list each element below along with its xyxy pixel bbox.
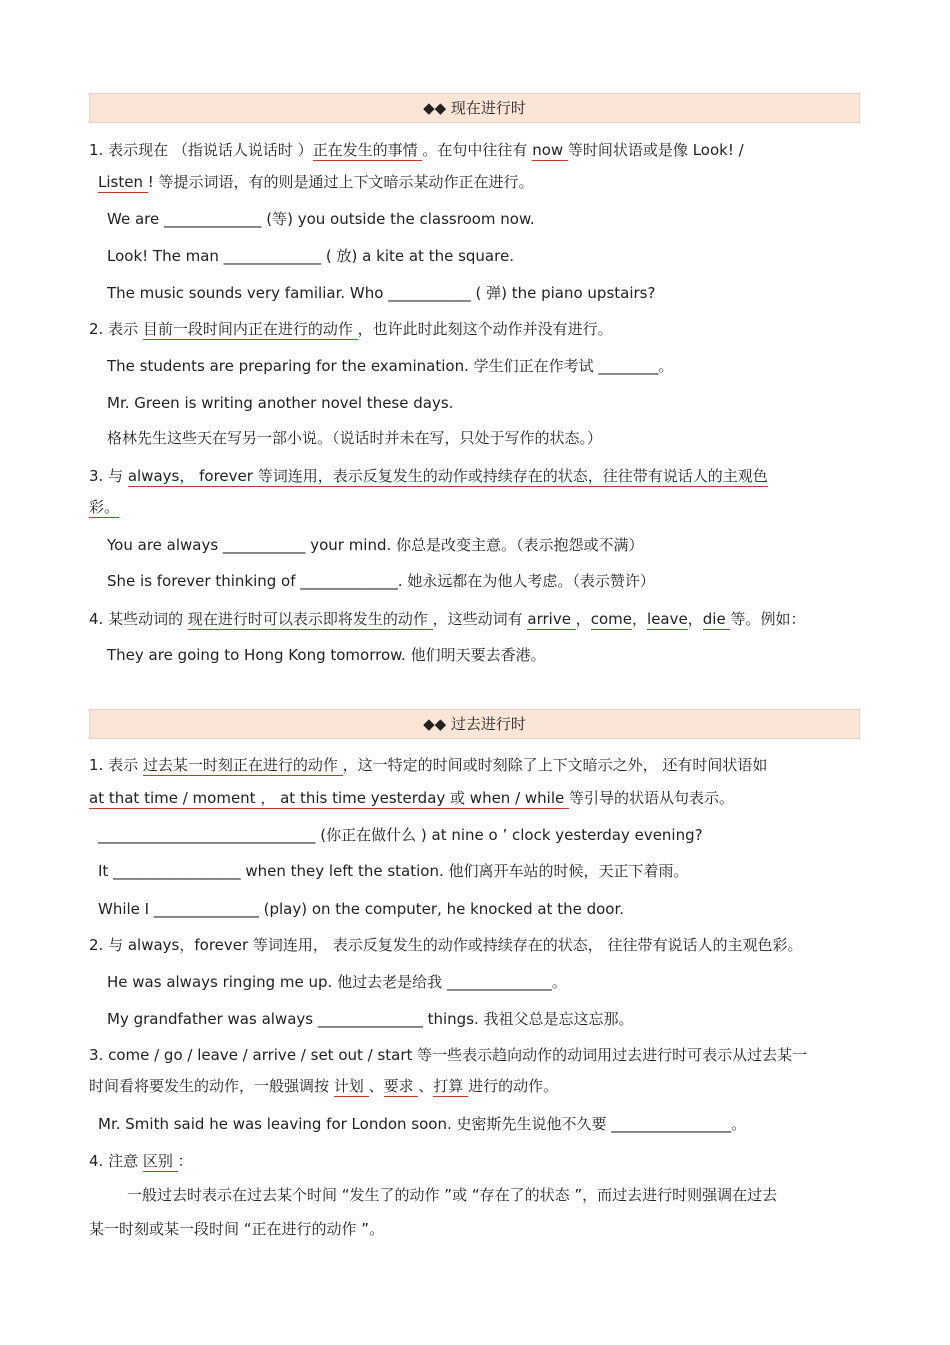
example: Mr. Smith said he was leaving for London soon. 史密斯先生说他不久要 ________________。 xyxy=(98,1115,747,1133)
underlined-answer: arrive xyxy=(527,610,576,628)
rule-4 xyxy=(89,609,805,629)
underlined-answer: at that time / moment ， at this time yesterday 或 when / while xyxy=(89,789,570,807)
underlined-answer: 打算 xyxy=(433,1077,469,1095)
rule-3-line-2 xyxy=(89,497,119,517)
example: The students are preparing for the examination. 学生们正在作考试 ________。 xyxy=(107,357,674,375)
text: ， xyxy=(687,610,703,628)
section-header-past-continuous xyxy=(89,709,860,739)
rule-1-line-2 xyxy=(98,172,534,192)
example: He was always ringing me up. 他过去老是给我 ______________。 xyxy=(107,973,567,991)
text: ，这一特定的时间或时刻除了上下文暗示之外， 还有时间状语如 xyxy=(342,756,768,774)
example: _____________________________ (你正在做什么 ) at nine o ’ clock yesterday evening? xyxy=(98,826,703,844)
text: ， xyxy=(632,610,648,628)
rule-3-line-1 xyxy=(89,466,768,486)
text: 4. 注意 xyxy=(89,1152,143,1170)
underlined-answer: 计划 xyxy=(333,1077,369,1095)
section-header-present-continuous xyxy=(89,93,860,123)
example: Mr. Green is writing another novel these days. xyxy=(107,394,454,412)
example: The music sounds very familiar. Who ___________ ( 弹) the piano upstairs? xyxy=(107,284,656,302)
text: 、 xyxy=(368,1077,384,1095)
example: Look! The man _____________ ( 放) a kite at the square. xyxy=(107,247,514,265)
underlined-answer: leave xyxy=(647,610,688,628)
text: 1. 表示 xyxy=(89,756,143,774)
note-line-1: 一般过去时表示在过去某个时间 “发生了的动作 ”或 “存在了的状态 ”，而过去进行时则强调在过去 xyxy=(127,1186,778,1204)
underlined-answer: 目前一段时间内正在进行的动作 xyxy=(142,320,358,338)
underlined-answer: 要求 xyxy=(383,1077,419,1095)
rule-3-line-1: 3. come / go / leave / arrive / set out / start 等一些表示趋向动作的动词用过去进行时可表示从过去某一 xyxy=(89,1046,808,1064)
text: 4. 某些动词的 xyxy=(89,610,188,628)
note-line-2: 某一时刻或某一段时间 “正在进行的动作 ”。 xyxy=(89,1220,385,1238)
underlined-answer: always， forever 等词连用，表示反复发生的动作或持续存在的状态，往往带有说话人的主观色 xyxy=(127,467,768,485)
example: It _________________ when they left the station. 他们离开车站的时候，天正下着雨。 xyxy=(98,862,689,880)
example: My grandfather was always ______________ things. 我祖父总是忘这忘那。 xyxy=(107,1010,634,1028)
text: 等时间状语或是像 Look! / xyxy=(567,141,744,159)
example: She is forever thinking of _____________. 她永远都在为他人考虑。（表示赞许） xyxy=(107,572,655,590)
underlined-answer: 正在发生的事情 xyxy=(312,141,423,159)
underlined-answer: 彩。 xyxy=(89,498,120,516)
text: 进行的动作。 xyxy=(468,1077,559,1095)
example: They are going to Hong Kong tomorrow. 他们明天要去香港。 xyxy=(107,646,546,664)
example: You are always ___________ your mind. 你总是改变主意。（表示抱怨或不满） xyxy=(107,536,644,554)
text: 。在句中往往有 xyxy=(422,141,533,159)
text: 、 xyxy=(418,1077,434,1095)
rule-2: 2. 与 always，forever 等词连用， 表示反复发生的动作或持续存在的状态， 往往带有说话人的主观色彩。 xyxy=(89,936,803,954)
section-title: ◆◆ 现在进行时 xyxy=(423,99,526,117)
text: 时间看将要发生的动作，一般强调按 xyxy=(89,1077,334,1095)
example: 格林先生这些天在写另一部小说。（说话时并未在写，只处于写作的状态。） xyxy=(107,429,603,447)
underlined-answer: die xyxy=(702,610,731,628)
underlined-answer: 现在进行时可以表示即将发生的动作 xyxy=(187,610,433,628)
text: 3. 与 xyxy=(89,467,128,485)
text: ： xyxy=(177,1152,193,1170)
rule-1-line-2 xyxy=(89,788,734,808)
example: We are _____________ (等) you outside the classroom now. xyxy=(107,210,535,228)
text: 2. 表示 xyxy=(89,320,143,338)
underlined-answer: Listen xyxy=(98,173,148,191)
rule-3-line-2 xyxy=(89,1076,558,1096)
text: ，也许此时此刻这个动作并没有进行。 xyxy=(357,320,613,338)
rule-2 xyxy=(89,319,613,339)
underlined-answer: 过去某一时刻正在进行的动作 xyxy=(142,756,343,774)
underlined-answer: now xyxy=(532,141,568,159)
underlined-answer: 区别 xyxy=(142,1152,178,1170)
underlined-answer: come xyxy=(590,610,633,628)
rule-4 xyxy=(89,1151,193,1171)
text: ，这些动词有 xyxy=(432,610,528,628)
text: 等引导的状语从句表示。 xyxy=(569,789,735,807)
text: 等。例如： xyxy=(730,610,806,628)
rule-1-line-1 xyxy=(89,755,767,775)
text: 1. 表示现在 （指说话人说话时 ） xyxy=(89,141,313,159)
section-title: ◆◆ 过去进行时 xyxy=(423,715,526,733)
example: While I ______________ (play) on the computer, he knocked at the door. xyxy=(98,900,625,918)
text: ! 等提示词语，有的则是通过上下文暗示某动作正在进行。 xyxy=(147,173,534,191)
text: ， xyxy=(575,610,591,628)
rule-1-line-1 xyxy=(89,140,744,160)
